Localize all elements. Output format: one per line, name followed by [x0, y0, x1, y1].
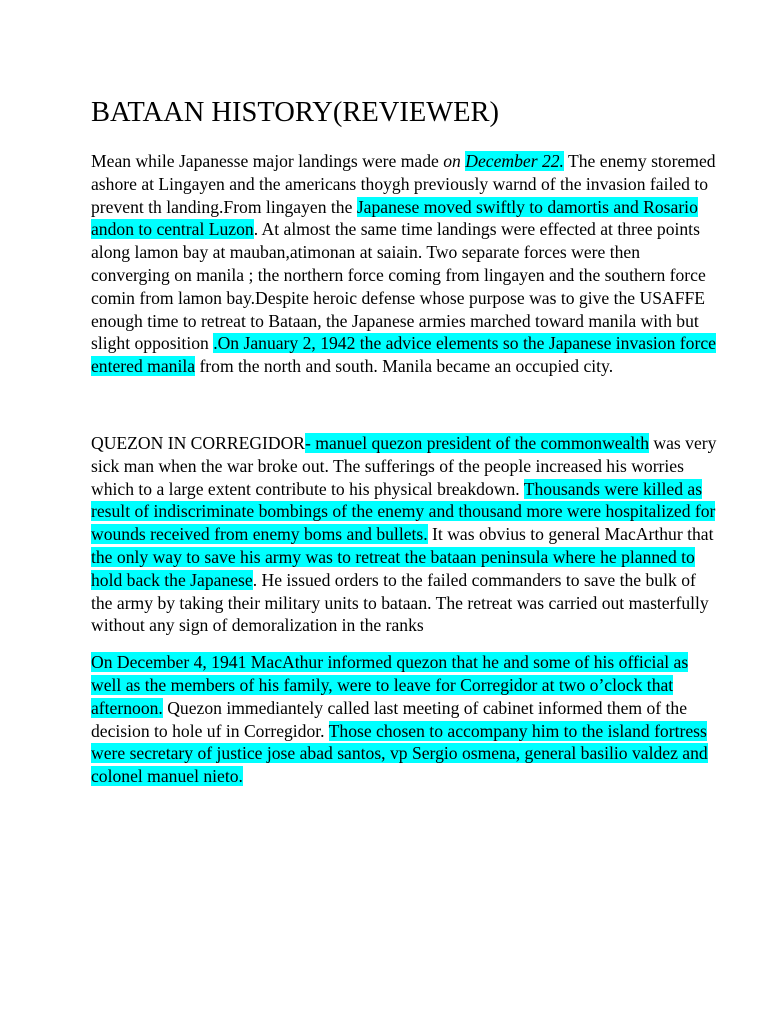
paragraph-quezon-in-corregidor [91, 432, 718, 637]
paragraph-macarthur-informed-quezon [91, 651, 718, 788]
highlighted-text: Those chosen to accompany him to the island fortress were secretary of justice jose abad santos, vp Sergio osmena, general basilio valdez and colonel manuel nieto. [91, 720, 708, 787]
highlighted-text: Thousands were killed as result of indiscriminate bombings of the enemy and thousand more were hospitalized for wounds received from enemy boms and bullets. [91, 478, 716, 545]
document-title: BATAAN HISTORY(REVIEWER) [91, 97, 500, 128]
text-run: was very sick man when the war broke out. The sufferings of the people increased his worries which to a large extent contribute to his physical breakdown. [91, 432, 717, 499]
text-run: Quezon immediantely called last meeting of cabinet informed them of the decision to hole uf in Corregidor. [91, 697, 688, 741]
highlighted-text: - manuel quezon president of the commonwealth [305, 432, 649, 453]
highlighted-text: December 22. [465, 151, 564, 171]
text-run: It was obvius to general MacArthur that [427, 524, 714, 545]
text-run: on [443, 151, 461, 171]
text-run: . At almost the same time landings were effected at three points along lamon bay at mauban,atimonan at saiain. Two separate forces were then converging on manila ; the northern force coming from lingayen and the southern force comin from lamon bay.Despite heroic defense whose purpose was to give the USAFFE enough time to retreat to Bataan, the Japanese armies marched toward manila with but slight opposition [91, 219, 706, 354]
text-run: . He issued orders to the failed commanders to save the bulk of the army by taking their military units to bataan. The retreat was carried out masterfully without any sign of demoralization in the ranks [91, 569, 709, 636]
text-run: The enemy storemed ashore at Lingayen and the americans thoygh previously warnd of the invasion failed to prevent th landing.From lingayen the [91, 151, 716, 217]
text-run: from the north and south. Manila became an occupied city. [195, 356, 614, 377]
highlighted-text: the only way to save his army was to retreat the bataan peninsula where he planned to hold back the Japanese [91, 546, 695, 590]
highlighted-text: Japanese moved swiftly to damortis and Rosario andon to central Luzon [91, 196, 698, 240]
text-run: QUEZON IN CORREGIDOR [91, 432, 306, 453]
highlighted-text: On December 4, 1941 MacAthur informed quezon that he and some of his official as well as the members of his family, were to leave for Corregidor at two o’clock that afternoon. [91, 652, 689, 718]
paragraph-japanese-landings [91, 150, 718, 378]
highlighted-text: .On January 2, 1942 the advice elements so the Japanese invasion force entered manila [91, 333, 716, 377]
text-run: Mean while Japanesse major landings were made [91, 151, 444, 171]
